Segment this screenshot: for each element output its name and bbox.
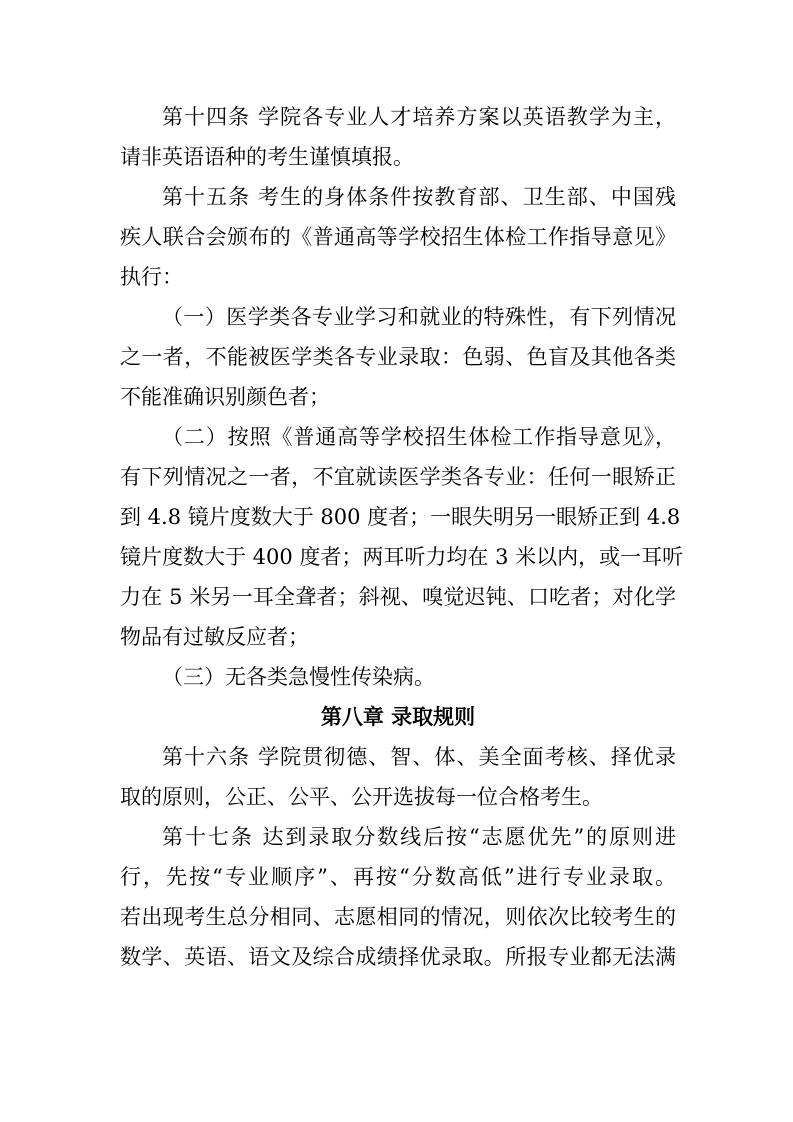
article-14-line-1: 第十四条 学院各专业人才培养方案以英语教学为主， — [162, 105, 676, 129]
item-3-line-1: （三）无各类急慢性传染病。 — [162, 665, 435, 689]
item-2-line-1: （二）按照《普通高等学校招生体检工作指导意见》， — [162, 425, 676, 449]
article-16-line-1: 第十六条 学院贯彻德、智、体、美全面考核、择优录 — [162, 745, 676, 769]
article-15-line-3: 执行： — [120, 265, 183, 289]
chapter-8-heading: 第八章 录取规则 — [320, 705, 476, 729]
item-2-line-4: 镜片度数大于 400 度者；两耳听力均在 3 米以内，或一耳听 — [120, 545, 684, 569]
item-2-line-5: 力在 5 米另一耳全聋者；斜视、嗅觉迟钝、口吃者；对化学 — [120, 585, 676, 609]
article-15-line-2: 疾人联合会颁布的《普通高等学校招生体检工作指导意见》 — [120, 225, 676, 249]
item-2-line-2: 有下列情况之一者，不宜就读医学类各专业：任何一眼矫正 — [120, 465, 676, 489]
article-15-line-1: 第十五条 考生的身体条件按教育部、卫生部、中国残 — [162, 185, 676, 209]
article-17-line-1: 第十七条 达到录取分数线后按“志愿优先”的原则进 — [162, 825, 676, 849]
article-14-line-2: 请非英语语种的考生谨慎填报。 — [120, 145, 414, 169]
item-1-line-1: （一）医学类各专业学习和就业的特殊性，有下列情况 — [162, 305, 676, 329]
article-16-line-2: 取的原则，公正、公平、公开选拔每一位合格考生。 — [120, 785, 603, 809]
item-1-line-2: 之一者，不能被医学类各专业录取：色弱、色盲及其他各类 — [120, 345, 676, 369]
article-17-line-2: 行，先按“专业顺序”、再按“分数高低”进行专业录取。 — [120, 865, 676, 889]
document-page — [120, 88, 684, 969]
item-2-line-6: 物品有过敏反应者； — [120, 625, 309, 649]
item-1-line-3: 不能准确识别颜色者； — [120, 385, 330, 409]
article-17-line-3: 若出现考生总分相同、志愿相同的情况，则依次比较考生的 — [120, 905, 676, 929]
item-2-line-3: 到 4.8 镜片度数大于 800 度者；一眼失明另一眼矫正到 4.8 — [120, 505, 681, 529]
article-17-line-4: 数学、英语、语文及综合成绩择优录取。所报专业都无法满 — [120, 945, 676, 969]
